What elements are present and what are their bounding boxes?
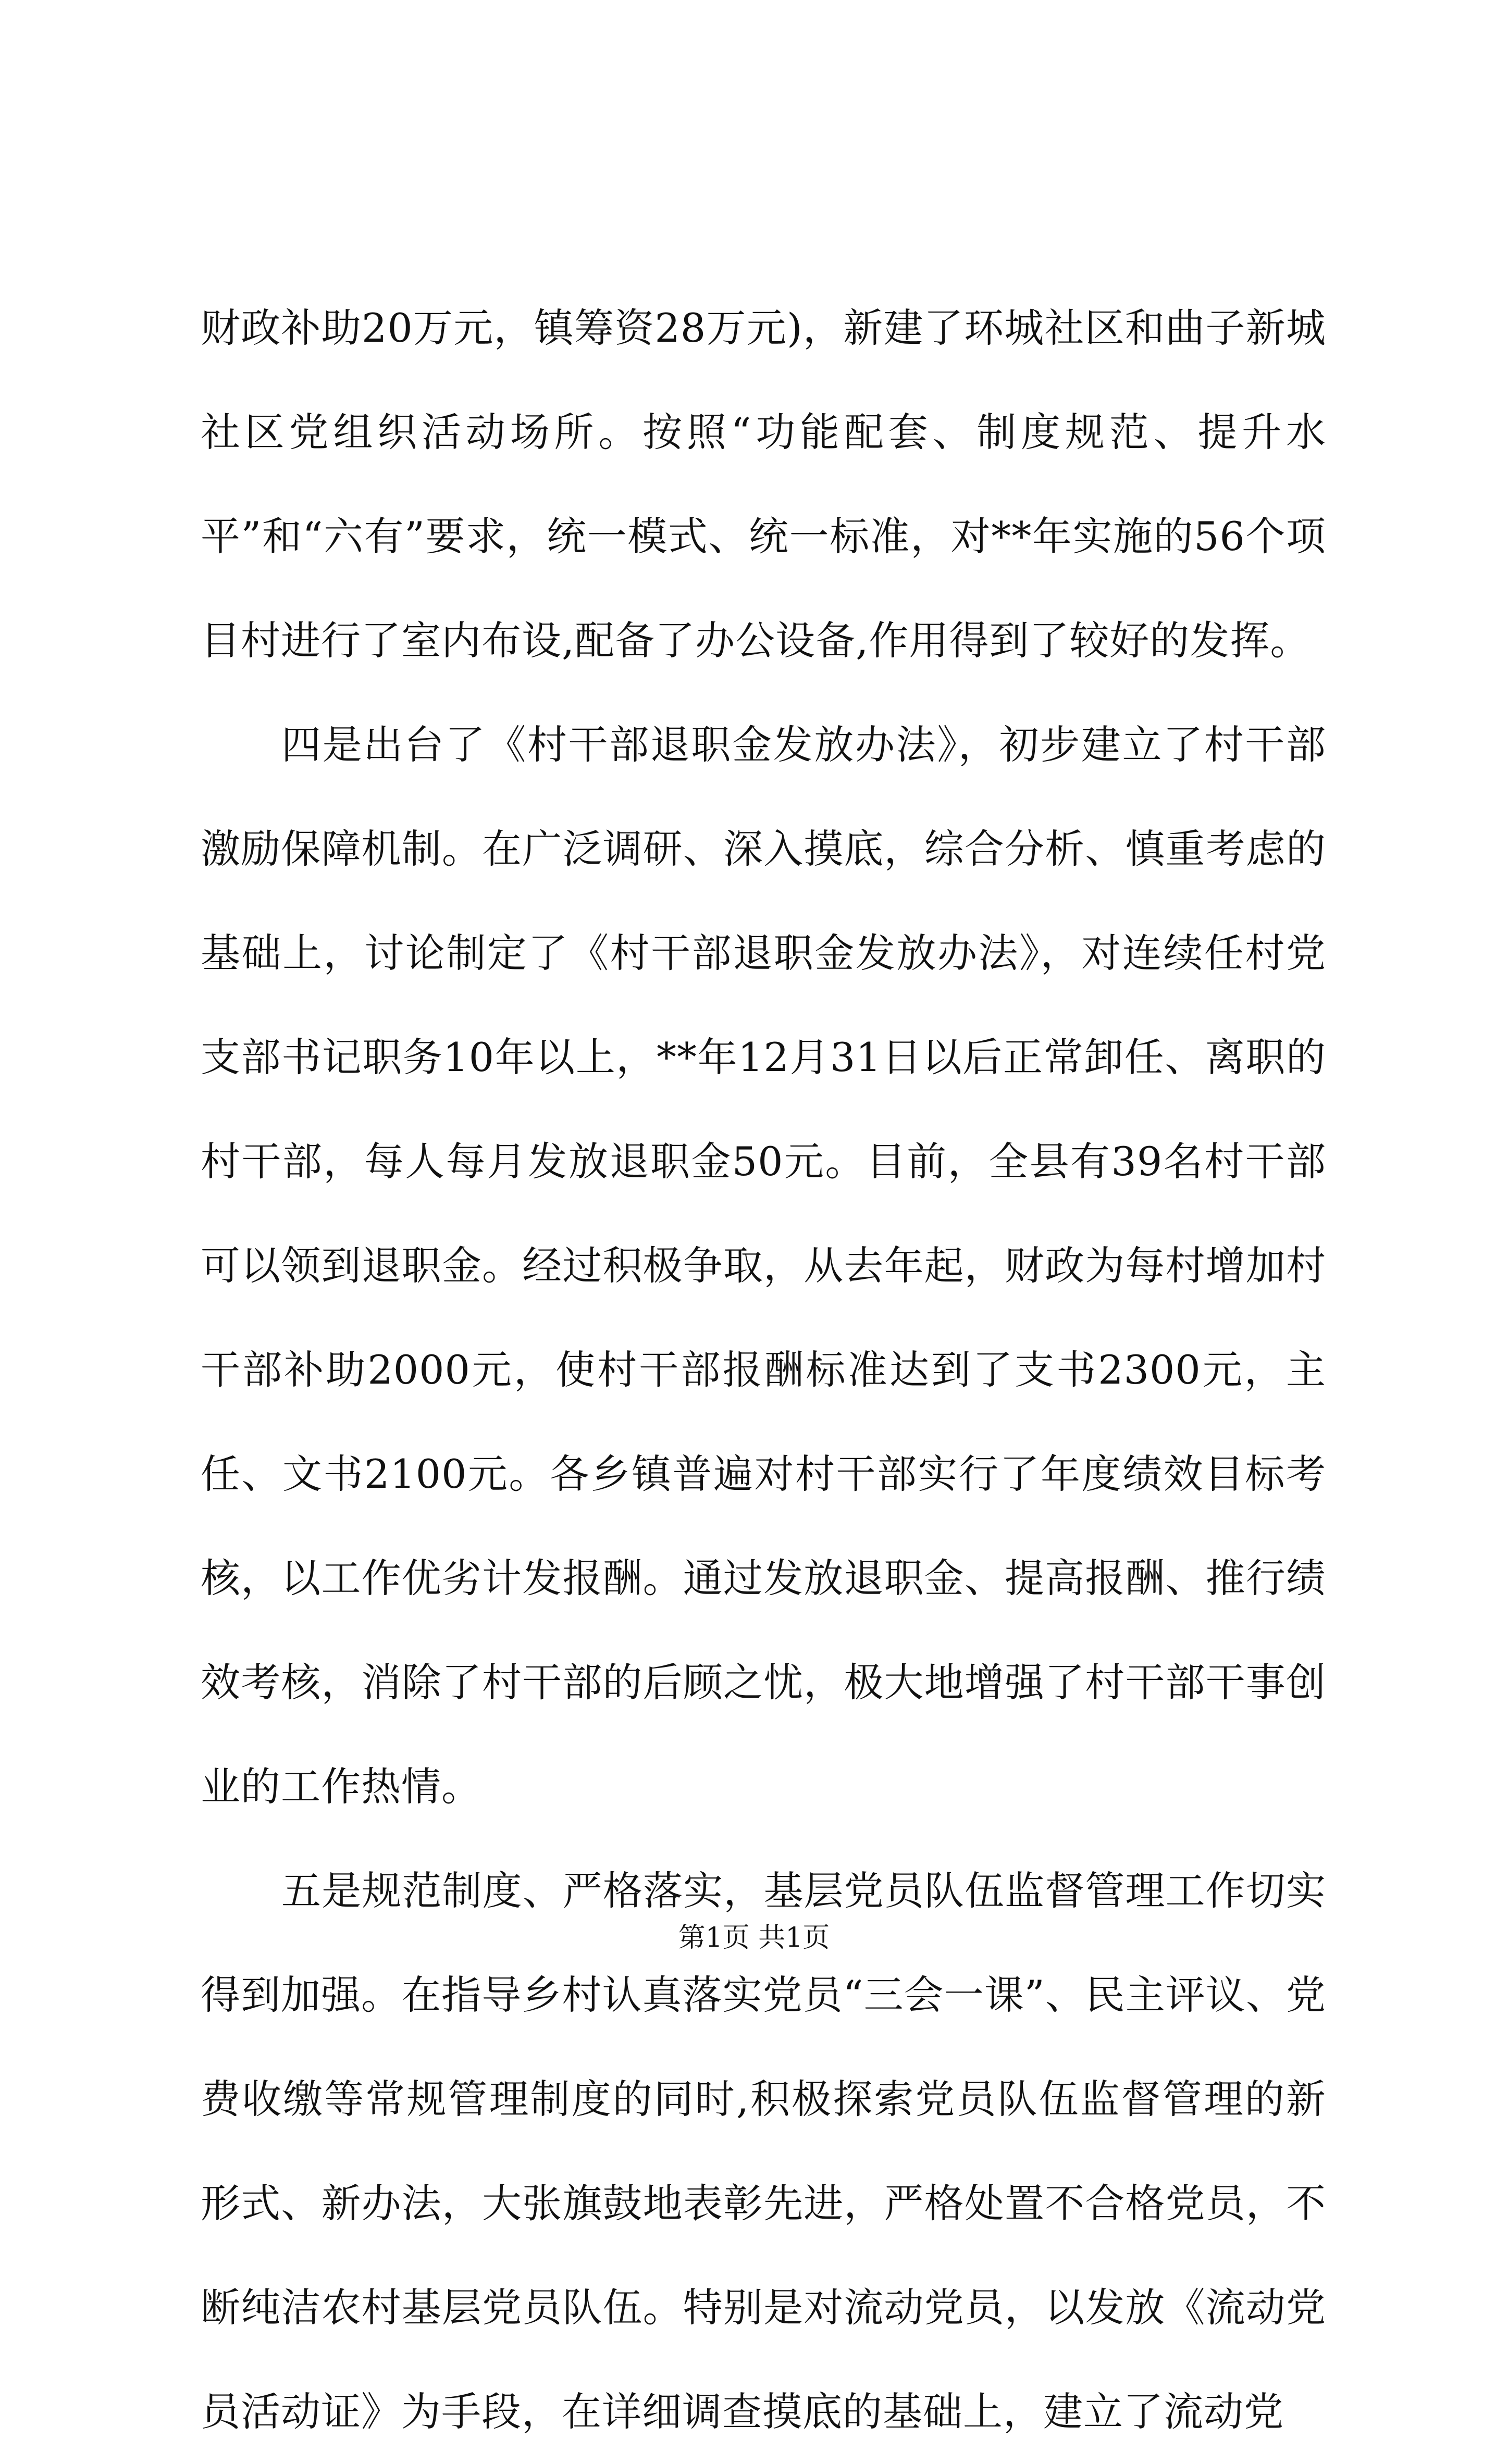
paragraph-3: 五是规范制度、严格落实，基层党员队伍监督管理工作切实得到加强。在指导乡村认真落实党员“三会一课”、民主评议、党费收缴等常规管理制度的同时,积极探索党员队伍监督管理的新形式、新办法，大张旗鼓地表彰先进，严格处置不合格党员，不断纯洁农村基层党员队伍。特别是对流动党员，以发放《流动党员活动证》为手段，在详细调查摸底的基础上，建立了流动党	[201, 1868, 1326, 2435]
document-body	[201, 276, 1326, 2464]
paragraph-1: 财政补助20万元，镇筹资28万元)，新建了环城社区和曲子新城社区党组织活动场所。按照“功能配套、制度规范、提升水平”和“六有”要求，统一模式、统一标准，对**年实施的56个项目村进行了室内布设,配备了办公设备,作用得到了较好的发挥。	[201, 305, 1326, 664]
page-number: 第1页 共1页	[678, 1922, 830, 1953]
page-footer	[0, 1917, 1508, 1959]
paragraph-2: 四是出台了《村干部退职金发放办法》，初步建立了村干部激励保障机制。在广泛调研、深入摸底，综合分析、慎重考虑的基础上，讨论制定了《村干部退职金发放办法》，对连续任村党支部书记职务10年以上，**年12月31日以后正常卸任、离职的村干部，每人每月发放退职金50元。目前，全县有39名村干部可以领到退职金。经过积极争取，从去年起，财政为每村增加村干部补助2000元，使村干部报酬标准达到了支书2300元，主任、文书2100元。各乡镇普遍对村干部实行了年度绩效目标考核，以工作优劣计发报酬。通过发放退职金、提高报酬、推行绩效考核，消除了村干部的后顾之忧，极大地增强了村干部干事创业的工作热情。	[201, 721, 1326, 1810]
